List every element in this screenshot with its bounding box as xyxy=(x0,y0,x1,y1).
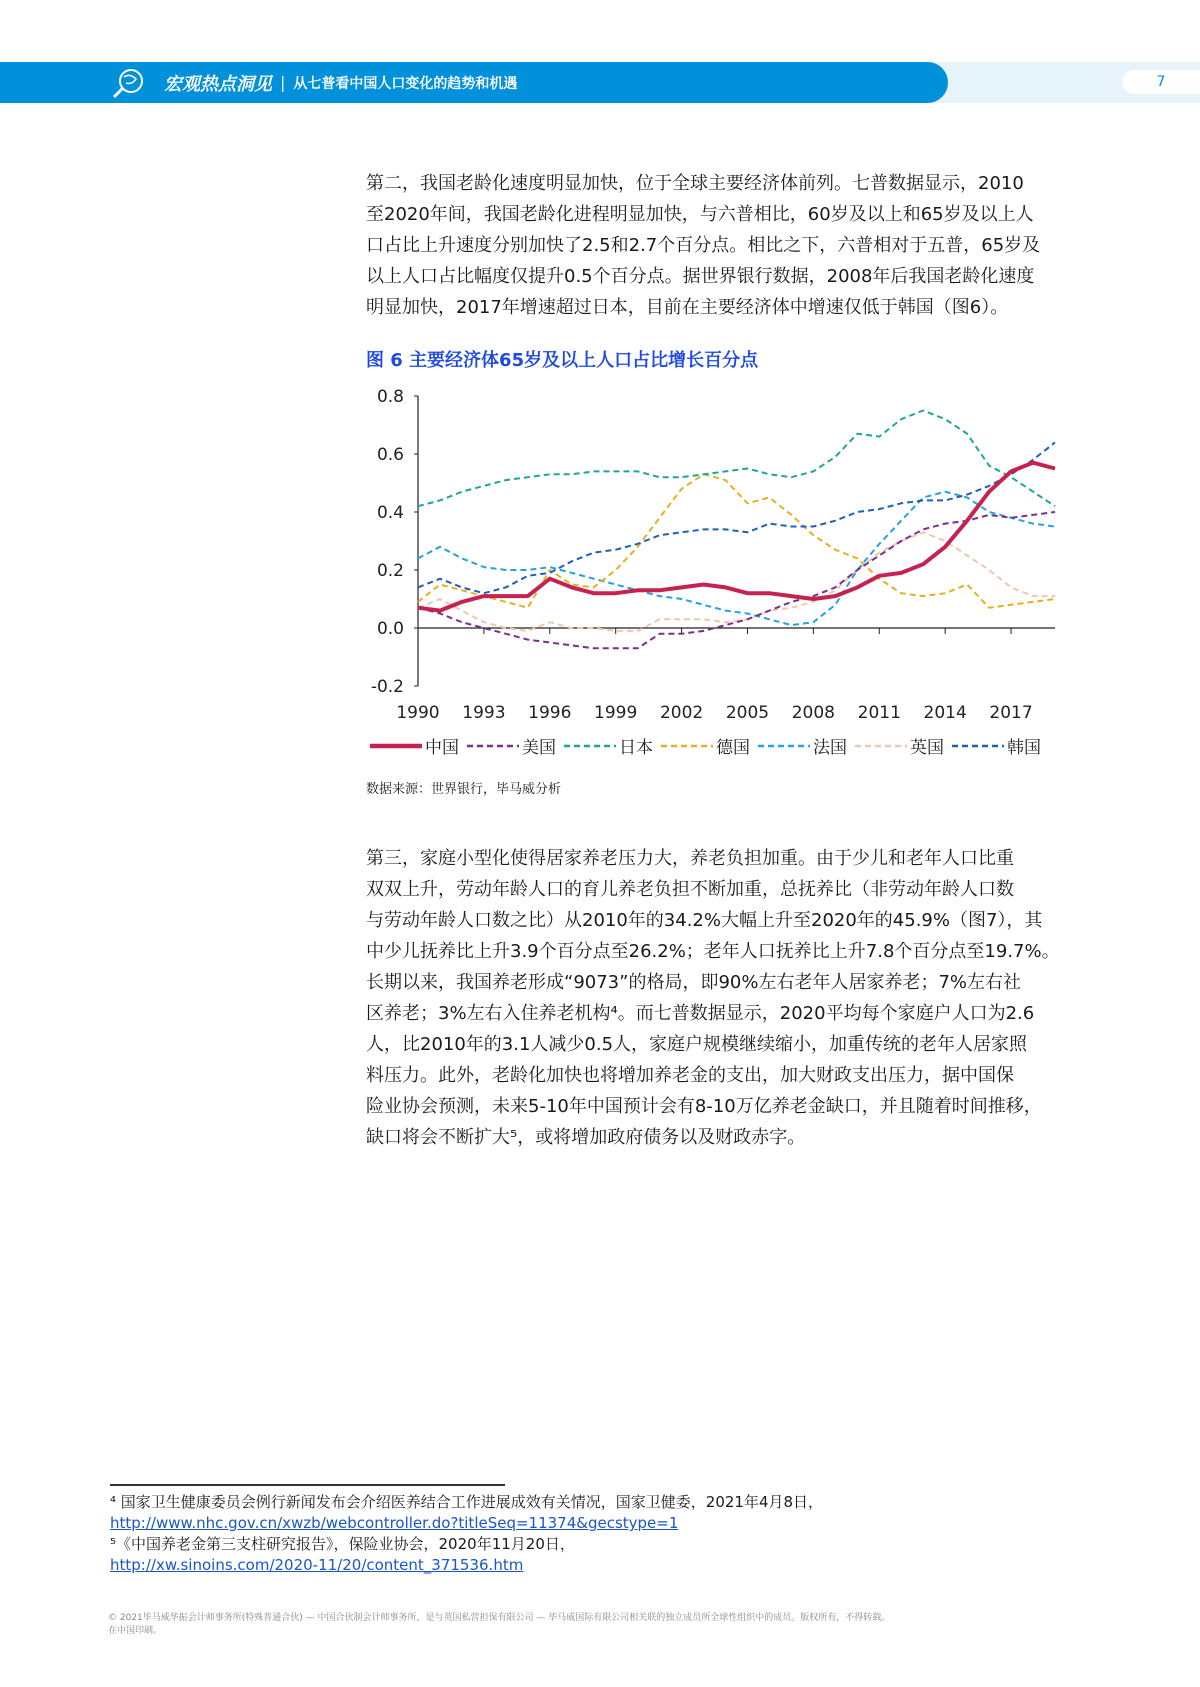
legend-item xyxy=(661,733,750,758)
legend-swatch xyxy=(758,743,810,749)
y-tick-label: 0.2 xyxy=(376,561,404,581)
chart-title: 图 6 主要经济体65岁及以上人口占比增长百分点 xyxy=(366,350,759,371)
text-line: 以上人口占比幅度仅提升0.5个百分点。据世界银行数据，2008年后我国老龄化速度 xyxy=(366,266,1035,287)
header-title: 宏观热点洞见 xyxy=(164,73,272,95)
y-tick-label: 0.4 xyxy=(376,503,404,523)
legend-swatch xyxy=(370,743,422,749)
footnote-divider xyxy=(110,1484,505,1486)
copyright-footer xyxy=(108,1612,1088,1638)
header-bar xyxy=(0,62,948,103)
x-tick-label: 2008 xyxy=(791,703,836,723)
page-number: 7 xyxy=(1122,70,1200,94)
text-line: 口占比上升速度分别加快了2.5和2.7个百分点。相比之下，六普相对于五普，65岁及 xyxy=(366,235,1041,256)
legend-item xyxy=(370,733,459,758)
x-tick-label: 2011 xyxy=(857,703,901,723)
text-line: 第三，家庭小型化使得居家养老压力大，养老负担加重。由于少儿和老年人口比重 xyxy=(366,848,1014,869)
paragraph-aging-speed xyxy=(366,168,1106,323)
y-tick-label: -0.2 xyxy=(370,677,404,697)
chart-source: 数据来源：世界银行，毕马威分析 xyxy=(366,782,562,797)
legend-label: 德国 xyxy=(716,738,750,758)
x-tick-label: 1999 xyxy=(594,703,638,723)
text-line: 明显加快，2017年增速超过日本，目前在主要经济体中增速仅低于韩国（图6）。 xyxy=(366,297,1009,318)
text-line: 与劳动年龄人口数之比）从2010年的34.2%大幅上升至2020年的45.9%（图7），其 xyxy=(366,910,1043,931)
header-separator: | xyxy=(280,73,286,92)
legend-label: 日本 xyxy=(619,738,653,758)
text-line: 险业协会预测，未来5-10年中国预计会有8-10万亿养老金缺口，并且随着时间推移， xyxy=(366,1096,1042,1117)
x-tick-label: 1996 xyxy=(528,703,572,723)
x-tick-label: 2014 xyxy=(923,703,967,723)
x-tick-label: 1993 xyxy=(462,703,506,723)
series-line-3 xyxy=(418,474,1055,607)
legend-label: 英国 xyxy=(910,738,944,758)
legend-item xyxy=(952,733,1041,758)
y-tick-label: 0.6 xyxy=(376,445,404,465)
legend-swatch xyxy=(564,743,616,749)
series-line-5 xyxy=(418,532,1055,631)
y-tick-label: 0.8 xyxy=(376,387,404,407)
text-line: 缺口将会不断扩大⁵，或将增加政府债务以及财政赤字。 xyxy=(366,1127,806,1148)
legend-label: 法国 xyxy=(813,738,847,758)
footnote-5-link-wrap xyxy=(110,1555,523,1576)
y-tick-label: 0.0 xyxy=(376,619,404,639)
text-line: 人，比2010年的3.1人减少0.5人，家庭户规模继续缩小，加重传统的老年人居家照 xyxy=(366,1034,1028,1055)
footnote-5: ⁵《中国养老金第三支柱研究报告》，保险业协会，2020年11月20日， xyxy=(110,1535,575,1553)
text-line: 区养老；3%左右入住养老机构⁴。而七普数据显示，2020平均每个家庭户人口为2.6 xyxy=(366,1003,1035,1024)
header-subtitle: 从七普看中国人口变化的趋势和机遇 xyxy=(293,75,518,92)
series-line-2 xyxy=(418,411,1055,507)
text-line: 双双上升，劳动年龄人口的育儿养老负担不断加重，总抚养比（非劳动年龄人口数 xyxy=(366,879,1014,900)
legend-swatch xyxy=(661,743,713,749)
legend-swatch xyxy=(952,743,1004,749)
footnote-4: ⁴ 国家卫生健康委员会例行新闻发布会介绍医养结合工作进展成效有关情况，国家卫健委，2021年4月8日， xyxy=(110,1493,824,1511)
copyright-line: © 2021毕马威华振会计师事务所(特殊普通合伙) — 中国合伙制会计师事务所，是与英国私营担保有限公司 — 毕马威国际有限公司相关联的独立成员所全球性组织中的成员。版权所有，不得转载。 xyxy=(108,1613,891,1623)
series-line-4 xyxy=(418,492,1055,625)
paragraph-family-size xyxy=(366,843,1106,1153)
text-line: 第二，我国老龄化速度明显加快，位于全球主要经济体前列。七普数据显示，2010 xyxy=(366,173,1024,194)
printed-line: 在中国印刷。 xyxy=(108,1626,163,1636)
legend-label: 中国 xyxy=(425,738,459,758)
text-line: 料压力。此外，老龄化加快也将增加养老金的支出，加大财政支出压力，据中国保 xyxy=(366,1065,1014,1086)
footnote-5-link[interactable]: http://xw.sinoins.com/2020-11/20/content_371536.htm xyxy=(110,1556,524,1574)
x-tick-label: 2002 xyxy=(659,703,704,723)
legend-label: 韩国 xyxy=(1007,738,1041,758)
magnifier-globe-logo xyxy=(108,67,148,99)
text-line: 中少儿抚养比上升3.9个百分点至26.2%；老年人口抚养比上升7.8个百分点至19.7%。 xyxy=(366,941,1060,962)
text-line: 长期以来，我国养老形成“9073”的格局，即90%左右老年人居家养老；7%左右社 xyxy=(366,972,1022,993)
x-tick-label: 1990 xyxy=(396,703,440,723)
chart-legend xyxy=(370,733,1049,758)
legend-label: 美国 xyxy=(522,738,556,758)
x-tick-label: 2005 xyxy=(725,703,770,723)
legend-swatch xyxy=(467,743,519,749)
legend-item xyxy=(855,733,944,758)
text-line: 至2020年间，我国老龄化进程明显加快，与六普相比，60岁及以上和65岁及以上人 xyxy=(366,204,1034,225)
legend-item xyxy=(467,733,556,758)
x-tick-label: 2017 xyxy=(989,703,1033,723)
legend-item xyxy=(758,733,847,758)
legend-item xyxy=(564,733,653,758)
footnote-4-link-wrap xyxy=(110,1513,678,1534)
legend-swatch xyxy=(855,743,907,749)
footnote-4-link[interactable]: http://www.nhc.gov.cn/xwzb/webcontroller.do?titleSeq=11374&gecstype=1 xyxy=(110,1514,679,1532)
line-chart xyxy=(360,380,1100,730)
